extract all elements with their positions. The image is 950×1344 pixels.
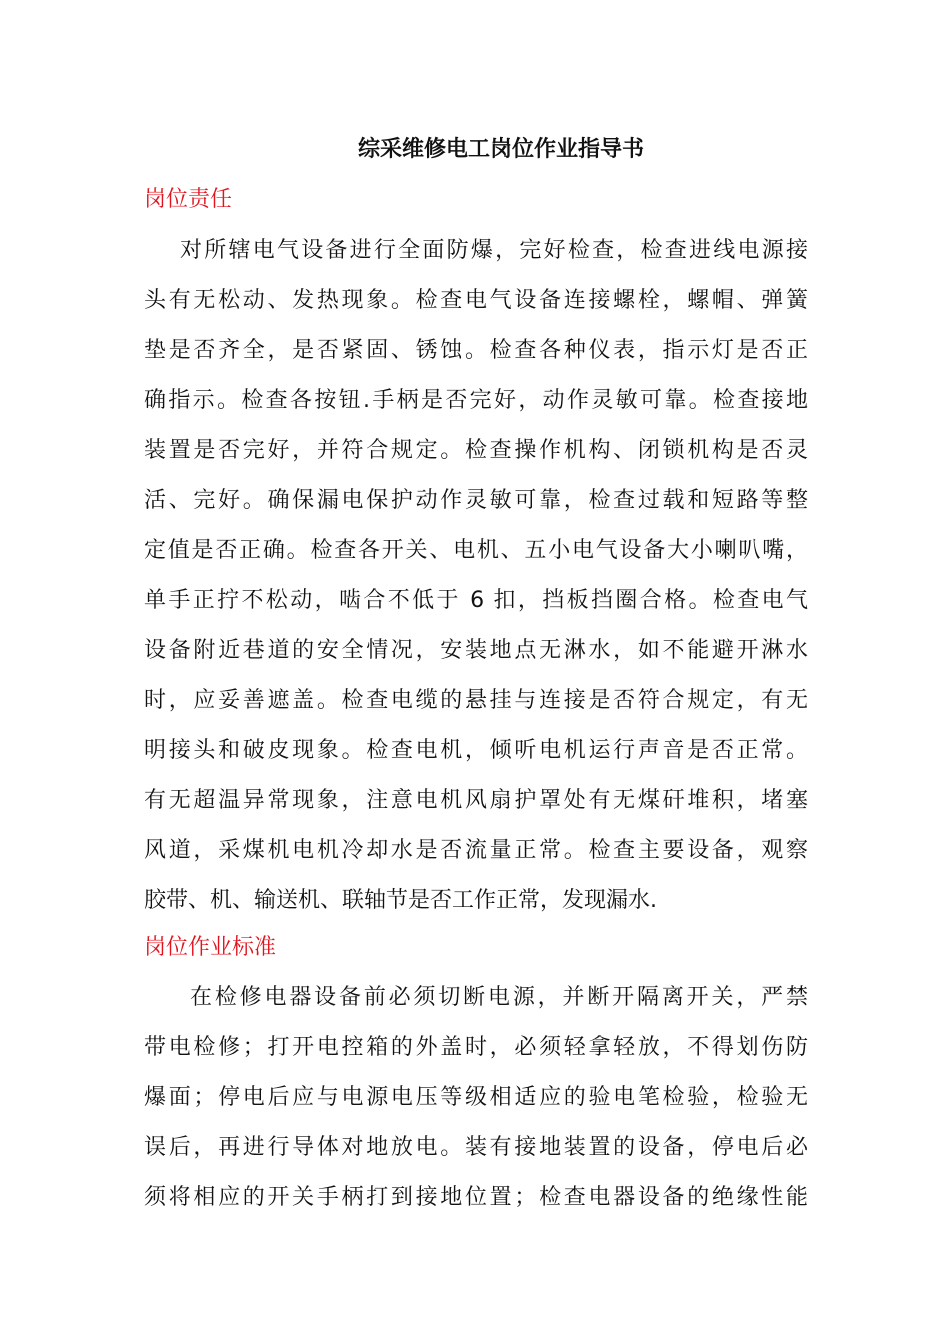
paragraph-line: 设备附近巷道的安全情况，安装地点无淋水，如不能避开淋水 — [144, 638, 808, 663]
paragraph-line: 定值是否正确。检查各开关、电机、五小电气设备大小喇叭嘴， — [144, 538, 808, 563]
paragraph-line: 有无超温异常现象，注意电机风扇护罩处有无煤矸堆积，堵塞 — [144, 788, 808, 813]
paragraph-line: 装置是否完好，并符合规定。检查操作机构、闭锁机构是否灵 — [144, 438, 808, 463]
paragraph-line: 爆面；停电后应与电源电压等级相适应的验电笔检验，检验无 — [144, 1085, 808, 1110]
paragraph-line: 须将相应的开关手柄打到接地位置；检查电器设备的绝缘性能 — [144, 1185, 808, 1210]
paragraph-line: 活、完好。确保漏电保护动作灵敏可靠，检查过载和短路等整 — [144, 488, 808, 513]
paragraph-line: 头有无松动、发热现象。检查电气设备连接螺栓，螺帽、弹簧 — [144, 288, 808, 313]
section-heading-standards: 岗位作业标准 — [144, 935, 277, 960]
paragraph-line: 误后，再进行导体对地放电。装有接地装置的设备，停电后必 — [144, 1135, 808, 1160]
section-body-responsibility — [144, 226, 808, 926]
section-heading-responsibility: 岗位责任 — [144, 187, 233, 212]
paragraph-line: 时，应妥善遮盖。检查电缆的悬挂与连接是否符合规定，有无 — [144, 688, 808, 713]
paragraph-line: 明接头和破皮现象。检查电机，倾听电机运行声音是否正常。 — [144, 738, 808, 763]
paragraph-line: 在检修电器设备前必须切断电源，并断开隔离开关，严禁 — [190, 985, 808, 1010]
paragraph-line: 垫是否齐全，是否紧固、锈蚀。检查各种仪表，指示灯是否正 — [144, 338, 808, 363]
section-body-standards — [144, 973, 808, 1223]
paragraph-line: 带电检修；打开电控箱的外盖时，必须轻拿轻放，不得划伤防 — [144, 1035, 808, 1060]
document-title: 综采维修电工岗位作业指导书 — [357, 137, 644, 162]
paragraph-line: 单手正拧不松动，啮合不低于 6 扣，挡板挡圈合格。检查电气 — [144, 588, 808, 613]
paragraph-line: 胶带、机、输送机、联轴节是否工作正常，发现漏水. — [144, 888, 657, 913]
paragraph-line: 风道，采煤机电机冷却水是否流量正常。检查主要设备，观察 — [144, 838, 808, 863]
paragraph-line: 对所辖电气设备进行全面防爆，完好检查，检查进线电源接 — [180, 238, 808, 263]
paragraph-line: 确指示。检查各按钮.手柄是否完好，动作灵敏可靠。检查接地 — [144, 388, 808, 413]
